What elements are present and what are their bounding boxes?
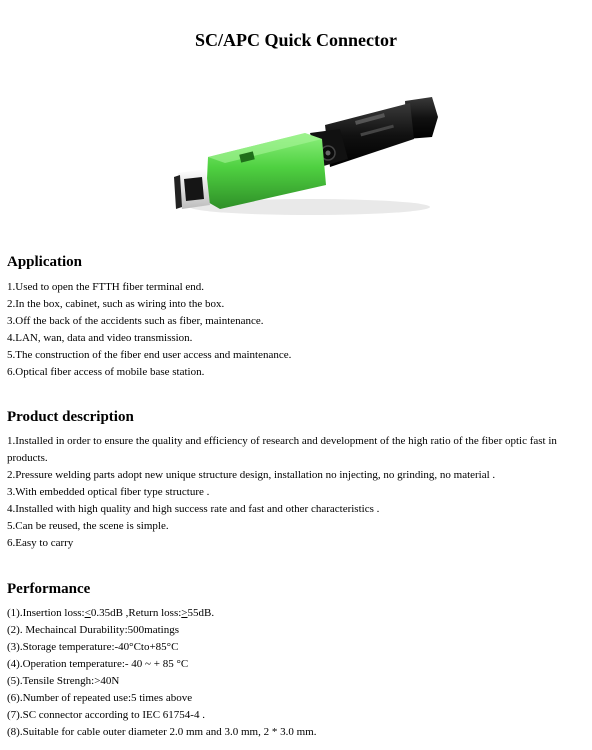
- list-item: 3.Off the back of the accidents such as fiber, maintenance.: [7, 315, 264, 327]
- list-item: 2.In the box, cabinet, such as wiring into the box.: [7, 298, 225, 310]
- list-item: 1.Used to open the FTTH fiber terminal end.: [7, 281, 205, 293]
- application-list: [7, 279, 589, 381]
- list-item: 6.Optical fiber access of mobile base station.: [7, 366, 205, 378]
- performance-heading: Performance: [7, 581, 91, 597]
- page-title: SC/APC Quick Connector: [195, 30, 397, 50]
- less-equal-symbol: <: [84, 607, 91, 619]
- list-item: 3.With embedded optical fiber type structure .: [7, 486, 210, 498]
- application-heading: Application: [7, 254, 83, 270]
- list-item: (2). Mechaincal Durability:500matings: [7, 624, 179, 636]
- list-item: (7).SC connector according to IEC 61754-4 .: [7, 709, 205, 721]
- list-item: 4.Installed with high quality and high success rate and fast and other characteristics .: [7, 503, 380, 515]
- insertion-loss-prefix: (1).Insertion loss:: [7, 607, 85, 619]
- product-description-heading: Product description: [7, 409, 134, 425]
- list-item: 5.The construction of the fiber end user access and maintenance.: [7, 349, 292, 361]
- product-description-list: [7, 433, 589, 552]
- product-image: [170, 95, 440, 220]
- list-item: 4.LAN, wan, data and video transmission.: [7, 332, 193, 344]
- list-item: (6).Number of repeated use:5 times above: [7, 692, 193, 704]
- greater-equal-symbol: >: [181, 607, 188, 619]
- sc-apc-connector-icon: [170, 95, 440, 220]
- list-item: 5.Can be reused, the scene is simple.: [7, 520, 169, 532]
- list-item: (5).Tensile Strengh:>40N: [7, 675, 120, 687]
- list-item: 2.Pressure welding parts adopt new unique structure design, installation no injecting, no grinding, no material .: [7, 469, 496, 481]
- list-item: 6.Easy to carry: [7, 537, 74, 549]
- list-item: 1.Installed in order to ensure the quality and efficiency of research and development of the high ratio of the fiber optic fast in products.: [7, 435, 557, 464]
- performance-list: [7, 605, 589, 741]
- list-item: (3).Storage temperature:-40°Cto+85°C: [7, 641, 179, 653]
- insertion-loss-value: 0.35dB ,Return loss:: [90, 607, 182, 619]
- list-item: (4).Operation temperature:- 40 ~ + 85 °C: [7, 658, 189, 670]
- list-item: (8).Suitable for cable outer diameter 2.0 mm and 3.0 mm, 2 * 3.0 mm.: [7, 726, 317, 738]
- return-loss-value: 55dB.: [187, 607, 215, 619]
- list-item: [7, 605, 589, 622]
